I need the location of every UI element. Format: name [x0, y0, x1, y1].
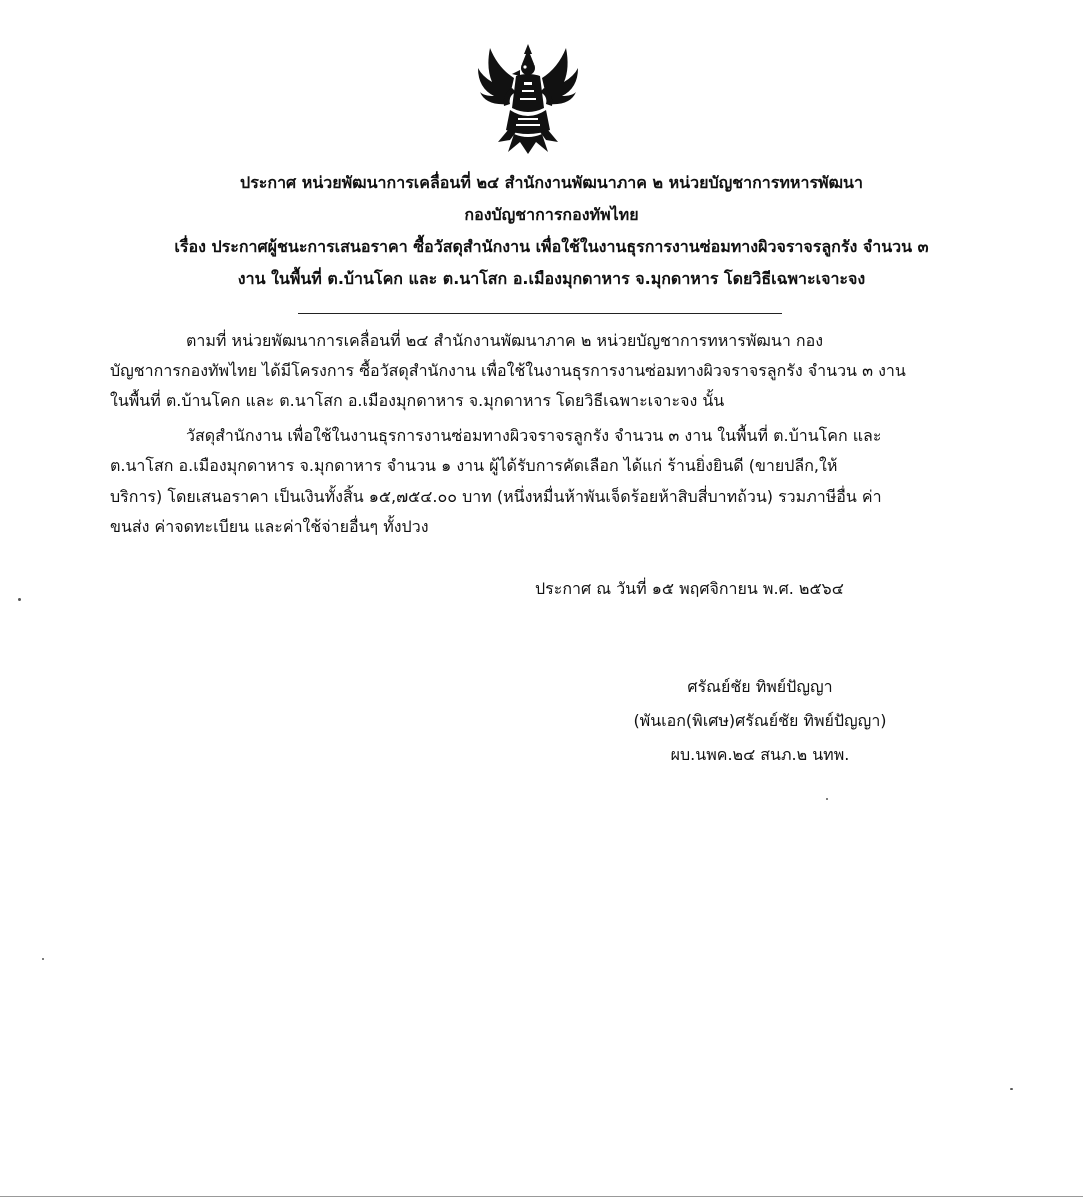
scan-speck	[826, 798, 828, 800]
announcement-date: ประกาศ ณ วันที่ ๑๕ พฤศจิกายน พ.ศ. ๒๕๖๔	[535, 579, 844, 598]
header-divider	[298, 313, 782, 314]
signatory-position: ผบ.นพค.๒๔ สนภ.๒ นทพ.	[670, 745, 850, 764]
signatory-full-name: (พันเอก(พิเศษ)ศรัณย์ชัย ทิพย์ปัญญา)	[633, 711, 887, 730]
garuda-emblem-icon	[468, 38, 588, 156]
paragraph2-line4: ขนส่ง ค่าจดทะเบียน และค่าใช้จ่ายอื่นๆ ทั้งปวง	[110, 517, 429, 536]
paragraph1-line2: บัญชาการกองทัพไทย ได้มีโครงการ ซื้อวัสดุสำนักงาน เพื่อใช้ในงานธุรการงานซ่อมทางผิวจราจรลูกรัง จำนวน ๓ งาน	[110, 361, 906, 380]
paragraph2-line1: วัสดุสำนักงาน เพื่อใช้ในงานธุรการงานซ่อมทางผิวจราจรลูกรัง จำนวน ๓ งาน ในพื้นที่ ต.บ้านโคก และ	[186, 426, 882, 445]
paragraph2-line2: ต.นาโสก อ.เมืองมุกดาหาร จ.มุกดาหาร จำนวน ๑ งาน ผู้ได้รับการคัดเลือก ได้แก่ ร้านยิ่งยินดี (ขายปลีก,ให้	[110, 456, 838, 475]
announcement-subject-line2: งาน ในพื้นที่ ต.บ้านโคก และ ต.นาโสก อ.เมืองมุกดาหาร จ.มุกดาหาร โดยวิธีเฉพาะเจาะจง	[237, 269, 866, 288]
announcement-subject-line1: เรื่อง ประกาศผู้ชนะการเสนอราคา ซื้อวัสดุสำนักงาน เพื่อใช้ในงานธุรการงานซ่อมทางผิวจราจรลูกรัง จำนวน ๓	[174, 237, 929, 256]
paragraph2-line3: บริการ) โดยเสนอราคา เป็นเงินทั้งสิ้น ๑๕,๗๕๔.๐๐ บาท (หนึ่งหมื่นห้าพันเจ็ดร้อยห้าสิบสี่บาทถ้วน) รวมภาษีอื่น ค่า	[110, 487, 882, 506]
scan-speck	[1010, 1088, 1013, 1090]
announcement-title: ประกาศ หน่วยพัฒนาการเคลื่อนที่ ๒๔ สำนักงานพัฒนาภาค ๒ หน่วยบัญชาการทหารพัฒนา	[240, 173, 863, 192]
scan-speck	[18, 598, 21, 601]
announcement-organization: กองบัญชาการกองทัพไทย	[464, 205, 639, 224]
signature-name: ศรัณย์ชัย ทิพย์ปัญญา	[687, 677, 833, 696]
scan-speck	[42, 958, 44, 960]
page-bottom-edge	[0, 1196, 1083, 1197]
paragraph1-line1: ตามที่ หน่วยพัฒนาการเคลื่อนที่ ๒๔ สำนักงานพัฒนาภาค ๒ หน่วยบัญชาการทหารพัฒนา กอง	[186, 331, 823, 350]
paragraph1-line3: ในพื้นที่ ต.บ้านโคก และ ต.นาโสก อ.เมืองมุกดาหาร จ.มุกดาหาร โดยวิธีเฉพาะเจาะจง นั้น	[110, 391, 725, 410]
